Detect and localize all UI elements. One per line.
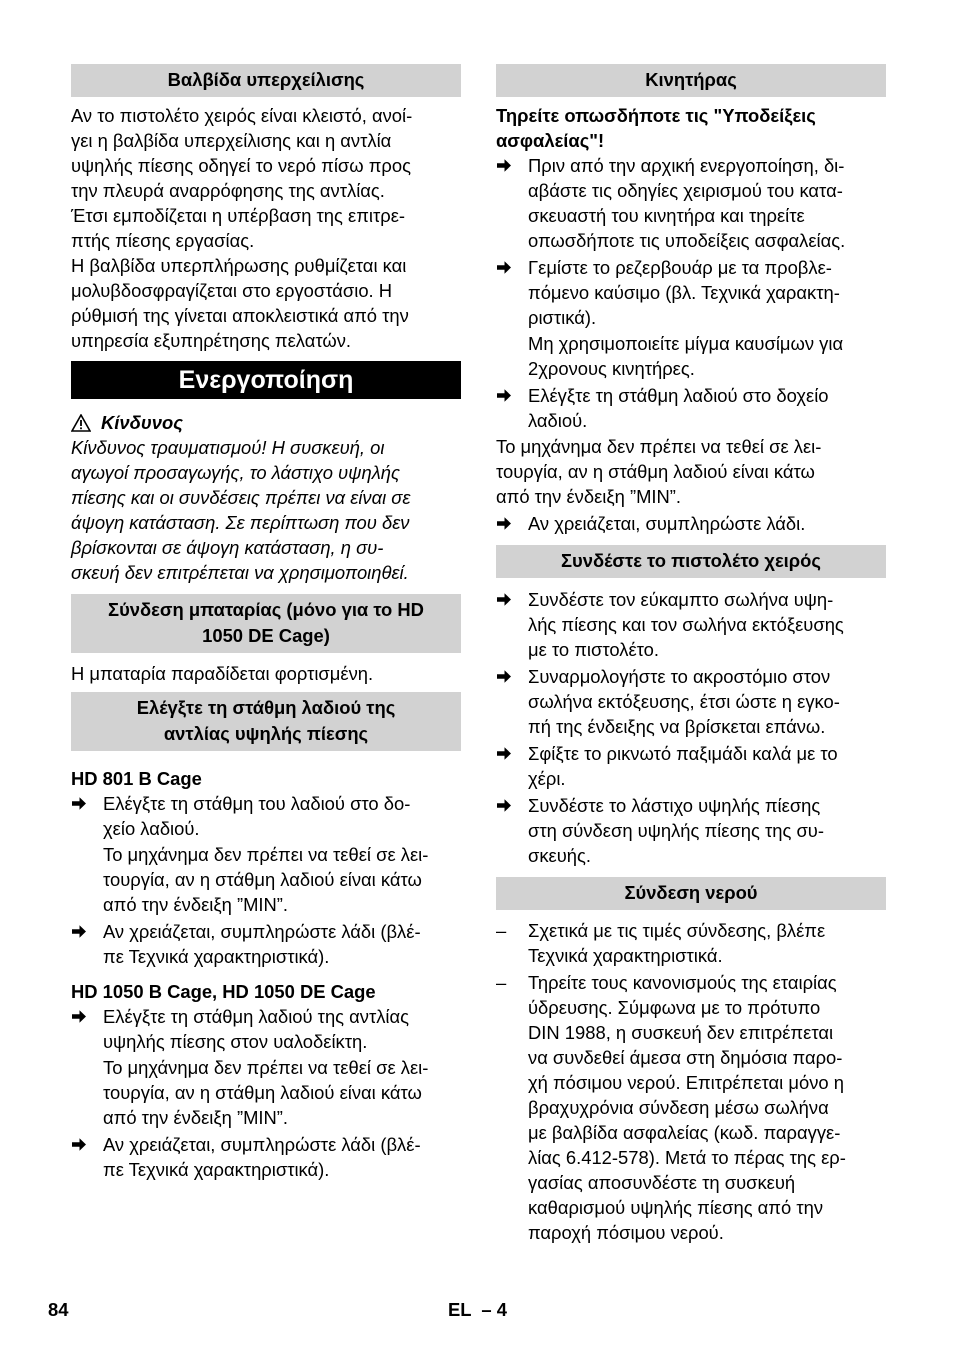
arrow-right-icon <box>496 741 520 761</box>
list-item: Σφίξτε το ρικνωτό παξιμάδι καλά με το χέρι. <box>496 741 886 791</box>
danger-label: Κίνδυνος <box>71 410 461 435</box>
list-item: Συνδέστε τον εύκαμπτο σωλήνα υψη- λής πίεσης και τον σωλήνα εκτόξευσης με το πιστολέτο. <box>496 587 886 662</box>
arrow-right-icon <box>71 1132 95 1152</box>
section-heading-water-connection: Σύνδεση νερού <box>496 877 886 910</box>
dash-bullet: – <box>496 920 507 941</box>
model-title-hd1050: HD 1050 B Cage, HD 1050 DE Cage <box>71 981 376 1002</box>
list-item: Πριν από την αρχική ενεργοποίηση, δι- αβάστε τις οδηγίες χειρισμού του κατα- σκευαστή του κινητήρα και τηρείτε οπωσδήποτε τις υποδείξεις ασφαλείας. <box>496 153 886 253</box>
section-heading-pump-oil: Ελέγξτε τη στάθμη λαδιού της αντλίας υψηλής πίεσης <box>71 692 461 751</box>
list-item: Ελέγξτε τη στάθμη του λαδιού στο δο- χείο λαδιού. <box>71 791 461 841</box>
right-column <box>496 64 886 1245</box>
overflow-valve-text: Αν το πιστολέτο χειρός είναι κλειστό, ανοί- γει η βαλβίδα υπερχείλισης και η αντλία υψηλής πίεσης οδηγεί το νερό πίσω προς την πλευρά αναρρόφησης της αντλίας. Έτσι εμποδίζεται η υπέρβαση της επιτρε- πτής πίεσης εργασίας. Η βαλβίδα υπερπλήρωσης ρυθμίζεται και μολυβδοσφραγίζεται στο εργοστάσιο. Η ρύθμισή της γίνεται αποκλειστικά από την υπηρεσία εξυπηρέτησης πελατών. <box>71 105 413 351</box>
oil-level-text: Το μηχάνημα δεν πρέπει να τεθεί σε λει- τουργία, αν η στάθμη λαδιού είναι κάτω από την ένδειξη ”MIN”. <box>496 436 822 507</box>
battery-text: Η μπαταρία παραδίδεται φορτισμένη. <box>71 663 374 684</box>
list-item: – Τηρείτε τους κανονισμούς της εταιρίας ύδρευσης. Σύμφωνα με το πρότυπο DIN 1988, η συσκευή δεν επιτρέπεται να συνδεθεί άμεσα στη δημόσια παρο- χή πόσιμου νερού. Επιτρέπεται μόνο η βραχυχρόνια σύνδεση μέσω σωλήνα με βαλβίδα ασφαλείας (κωδ. παραγγε- λίας 6.412-578). Μετά το πέρας της ερ- γασίας αποσυνδέστε τη συσκευή καθαρισμού υψηλής πίεσης από την παροχή πόσιμου νερού. <box>496 972 846 1243</box>
arrow-right-icon <box>496 664 520 684</box>
list-item: – Σχετικά με τις τιμές σύνδεσης, βλέπε Τεχνικά χαρακτηριστικά. <box>496 920 826 966</box>
arrow-right-icon <box>71 791 95 811</box>
footer-language-page: EL – 4 <box>448 1299 507 1320</box>
list-item: Συνδέστε το λάστιχο υψηλής πίεσης στη σύνδεση υψηλής πίεσης της συ- σκευής. <box>496 793 886 868</box>
arrow-right-icon <box>496 511 520 531</box>
list-item: Γεμίστε το ρεζερβουάρ με τα προβλε- πόμενο καύσιμο (βλ. Τεχνικά χαρακτη- ριστικά). <box>496 255 886 330</box>
page-number: 84 <box>48 1299 69 1320</box>
arrow-right-icon <box>496 255 520 275</box>
list-item: Αν χρειάζεται, συμπληρώστε λάδι (βλέ- πε Τεχνικά χαρακτηριστικά). <box>71 919 461 969</box>
list-item: Αν χρειάζεται, συμπληρώστε λάδι (βλέ- πε Τεχνικά χαρακτηριστικά). <box>71 1132 461 1182</box>
danger-text: Κίνδυνος τραυματισμού! Η συσκευή, οι αγωγοί προσαγωγής, το λάστιχο υψηλής πίεσης και οι συνδέσεις πρέπει να είναι σε άψογη κατάσταση. Σε περίπτωση που δεν βρίσκονται σε άψογη κατάσταση, η συ- σκευή δεν επιτρέπεται να χρησιμοποιηθεί. <box>71 437 411 583</box>
section-heading-engine: Κινητήρας <box>496 64 886 97</box>
chapter-heading-startup: Ενεργοποίηση <box>71 361 461 399</box>
dash-bullet: – <box>496 972 507 993</box>
list-item: Ελέγξτε τη στάθμη λαδιού στο δοχείο λαδιού. <box>496 383 886 433</box>
note-text: Το μηχάνημα δεν πρέπει να τεθεί σε λει- τουργία, αν η στάθμη λαδιού είναι κάτω από την ένδειξη ”MIN”. <box>103 844 429 915</box>
list-item: Ελέγξτε τη στάθμη λαδιού της αντλίας υψηλής πίεσης στον υαλοδείκτη. <box>71 1004 461 1054</box>
list-item: Αν χρειάζεται, συμπληρώστε λάδι. <box>496 511 886 536</box>
section-heading-spray-gun: Συνδέστε το πιστολέτο χειρός <box>496 545 886 578</box>
arrow-right-icon <box>496 793 520 813</box>
arrow-right-icon <box>496 383 520 403</box>
warning-triangle-icon <box>71 414 91 432</box>
safety-notice: Τηρείτε οπωσδήποτε τις "Υποδείξεις ασφαλείας"! <box>496 105 816 151</box>
note-text: Το μηχάνημα δεν πρέπει να τεθεί σε λει- τουργία, αν η στάθμη λαδιού είναι κάτω από την ένδειξη ”MIN”. <box>103 1057 429 1128</box>
left-column <box>71 64 461 1182</box>
arrow-right-icon <box>71 1004 95 1024</box>
arrow-right-icon <box>496 153 520 173</box>
arrow-right-icon <box>496 587 520 607</box>
model-title-hd801: HD 801 B Cage <box>71 768 202 789</box>
section-heading-overflow-valve: Βαλβίδα υπερχείλισης <box>71 64 461 97</box>
note-text: Μη χρησιμοποιείτε μίγμα καυσίμων για 2χρονους κινητήρες. <box>528 333 844 379</box>
section-heading-battery: Σύνδεση μπαταρίας (μόνο για το HD 1050 DE Cage) <box>71 594 461 653</box>
arrow-right-icon <box>71 919 95 939</box>
list-item: Συναρμολογήστε το ακροστόμιο στον σωλήνα εκτόξευσης, έτσι ώστε η εγκο- πή της ένδειξης να βρίσκεται επάνω. <box>496 664 886 739</box>
